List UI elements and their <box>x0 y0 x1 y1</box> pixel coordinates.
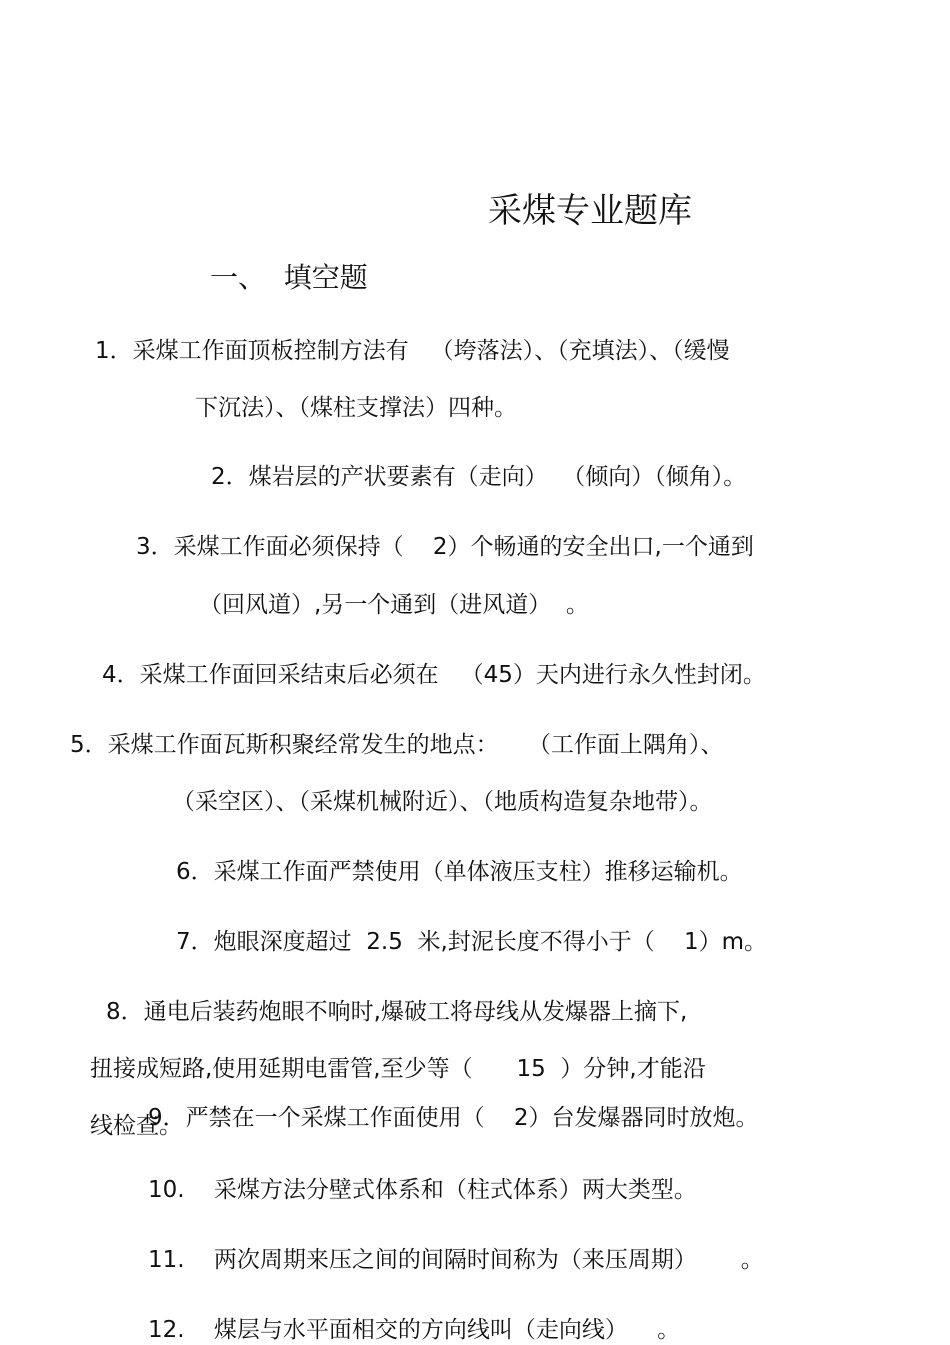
question-12-line-1: 12. 煤层与水平面相交的方向线叫（走向线） 。 <box>148 1317 681 1343</box>
question-10-line-1: 10. 采煤方法分壁式体系和（柱式体系）两大类型。 <box>148 1177 697 1203</box>
question-7-line-1: 7．炮眼深度超过 2.5 米,封泥长度不得小于（ 1）m。 <box>176 929 768 955</box>
section-heading: 一、 填空题 <box>210 261 368 294</box>
question-5-line-1: 5．采煤工作面瓦斯积聚经常发生的地点： （工作面上隅角）、 <box>70 732 724 758</box>
question-3-line-1: 3．采煤工作面必须保持（ 2）个畅通的安全出口,一个通到 <box>136 534 754 560</box>
question-2-line-1: 2．煤岩层的产状要素有（走向） （倾向）（倾角）。 <box>211 464 747 490</box>
question-5-line-2: （采空区）、（采煤机械附近）、（地质构造复杂地带）。 <box>172 789 713 815</box>
question-8-line-1: 8．通电后装药炮眼不响时,爆破工将母线从发爆器上摘下, <box>106 999 688 1025</box>
question-11-line-1: 11. 两次周期来压之间的间隔时间称为（来压周期） 。 <box>148 1247 764 1273</box>
document-title: 采煤专业题库 <box>488 191 692 231</box>
question-4-line-1: 4．采煤工作面回采结束后必须在 （45）天内进行永久性封闭。 <box>102 662 766 688</box>
question-3-line-2: （回风道）,另一个通到（进风道） 。 <box>199 592 589 618</box>
question-1-line-1: 1．采煤工作面顶板控制方法有 （垮落法）、（充填法）、（缓慢 <box>95 338 730 364</box>
question-9-line-1: 9．严禁在一个采煤工作面使用（ 2）台发爆器同时放炮。 <box>148 1105 759 1131</box>
question-8-line-2: 扭接成短路,使用延期电雷管,至少等（ 15 ）分钟,才能沿 <box>90 1056 706 1082</box>
question-8-line-3: 线检查。 <box>90 1113 182 1139</box>
question-1-line-2: 下沉法）、（煤柱支撑法）四种。 <box>195 395 517 421</box>
question-6-line-1: 6．采煤工作面严禁使用（单体液压支柱）推移运输机。 <box>176 859 743 885</box>
